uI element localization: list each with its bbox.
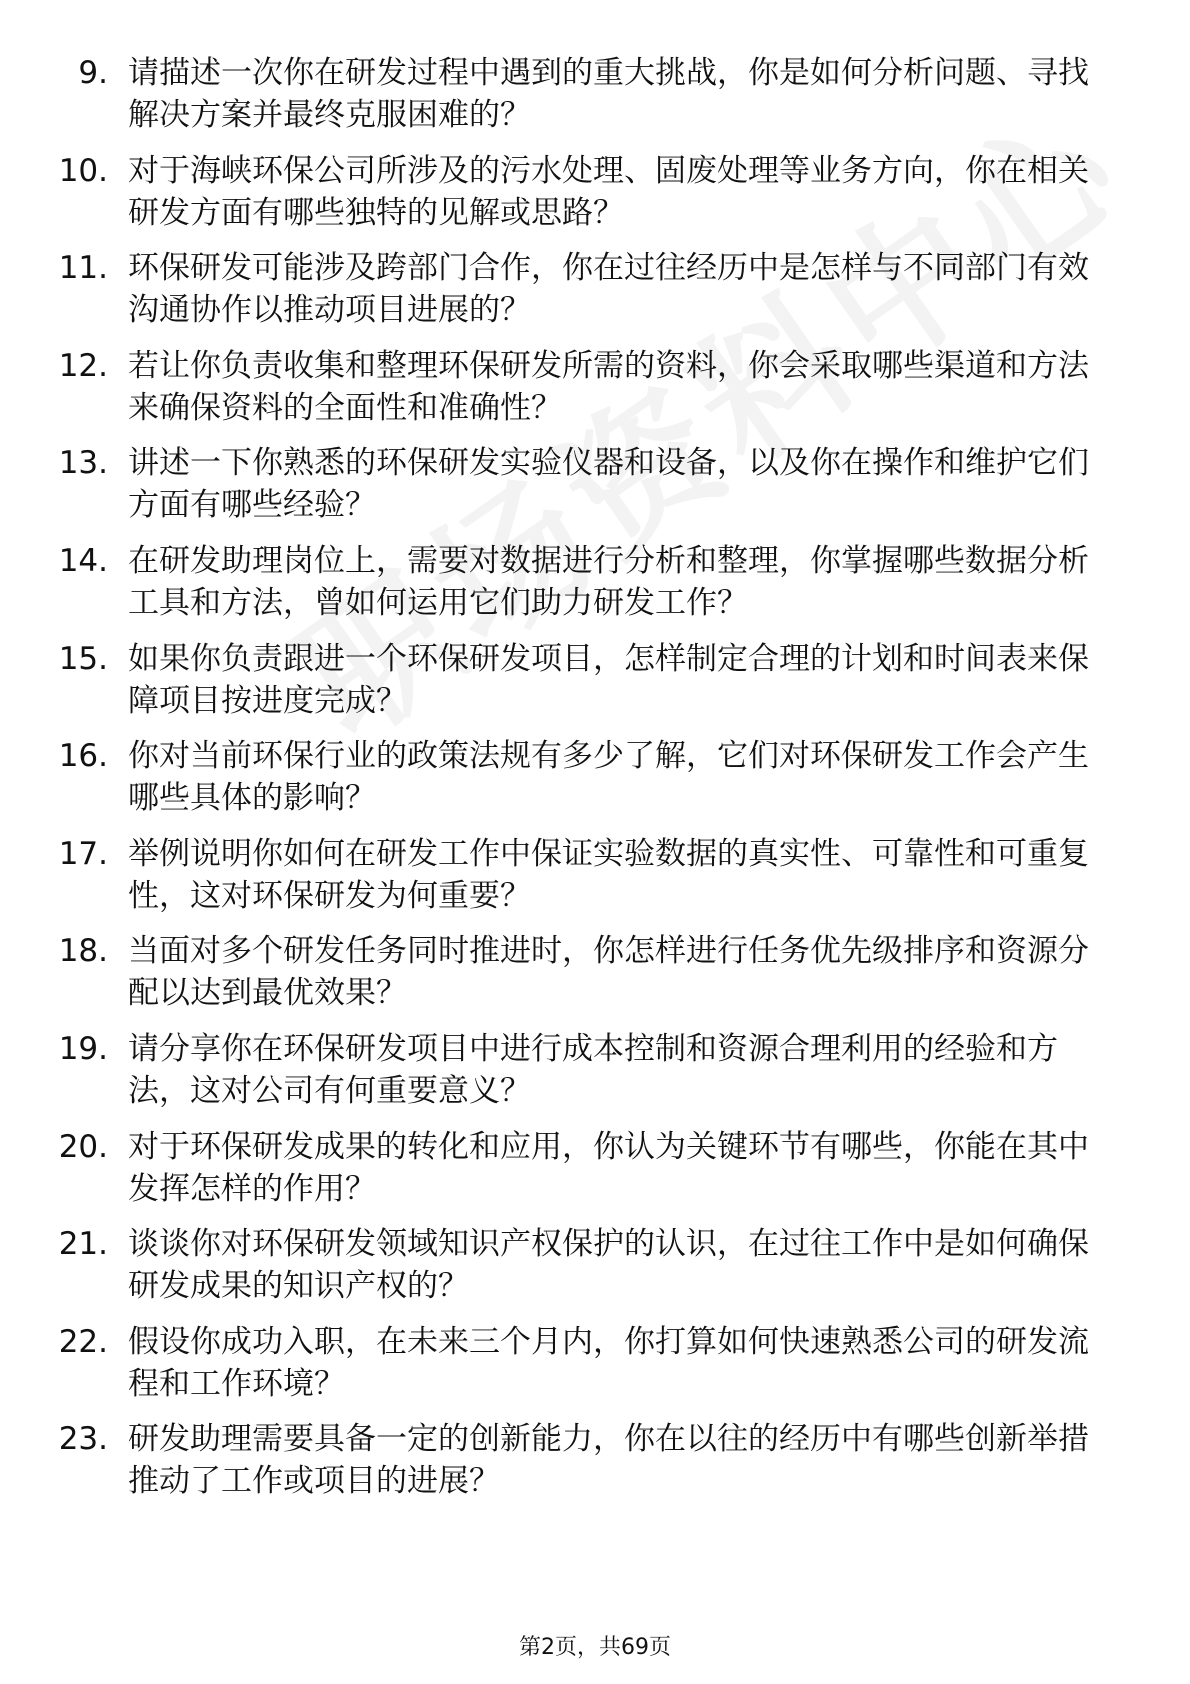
question-item xyxy=(58,150,1118,248)
question-item xyxy=(58,345,1118,443)
question-item xyxy=(58,540,1118,638)
question-number: 9. xyxy=(78,55,108,91)
question-number: 11. xyxy=(58,250,108,287)
question-text: 对于海峡环保公司所涉及的污水处理、固废处理等业务方向，你在相关研发方面有哪些独特的见解或思路？ xyxy=(128,152,1089,231)
question-item xyxy=(58,1223,1118,1321)
question-text: 请描述一次你在研发过程中遇到的重大挑战，你是如何分析问题、寻找解决方案并最终克服困难的？ xyxy=(128,55,1089,133)
question-text: 对于环保研发成果的转化和应用，你认为关键环节有哪些，你能在其中发挥怎样的作用？ xyxy=(128,1128,1089,1207)
question-number: 21. xyxy=(58,1226,108,1263)
question-text: 在研发助理岗位上，需要对数据进行分析和整理，你掌握哪些数据分析工具和方法，曾如何运用它们助力研发工作？ xyxy=(128,542,1089,621)
question-item xyxy=(58,1126,1118,1224)
question-item xyxy=(58,442,1118,540)
question-text: 你对当前环保行业的政策法规有多少了解，它们对环保研发工作会产生哪些具体的影响？ xyxy=(128,738,1089,817)
question-text: 讲述一下你熟悉的环保研发实验仪器和设备，以及你在操作和维护它们方面有哪些经验？ xyxy=(128,445,1089,524)
question-number: 20. xyxy=(58,1128,108,1165)
question-item xyxy=(58,735,1118,833)
question-number: 19. xyxy=(58,1030,108,1067)
question-number: 10. xyxy=(58,152,108,189)
question-number: 23. xyxy=(58,1421,108,1458)
question-item xyxy=(58,833,1118,931)
question-number: 12. xyxy=(58,347,108,384)
question-item xyxy=(58,930,1118,1028)
question-text: 研发助理需要具备一定的创新能力，你在以往的经历中有哪些创新举措推动了工作或项目的进展？ xyxy=(128,1421,1089,1500)
question-text: 请分享你在环保研发项目中进行成本控制和资源合理利用的经验和方法，这对公司有何重要意义？ xyxy=(128,1030,1058,1109)
question-number: 18. xyxy=(58,933,108,970)
question-item xyxy=(58,1418,1118,1516)
question-number: 16. xyxy=(58,738,108,775)
question-list xyxy=(58,52,1118,1516)
page-footer: 第2页，共69页 xyxy=(519,1635,671,1660)
question-item xyxy=(58,52,1118,150)
question-number: 15. xyxy=(58,640,108,677)
question-number: 17. xyxy=(58,835,108,872)
question-text: 假设你成功入职，在未来三个月内，你打算如何快速熟悉公司的研发流程和工作环境？ xyxy=(128,1323,1089,1402)
question-item xyxy=(58,638,1118,736)
question-text: 若让你负责收集和整理环保研发所需的资料，你会采取哪些渠道和方法来确保资料的全面性和准确性？ xyxy=(128,347,1089,426)
question-text: 当面对多个研发任务同时推进时，你怎样进行任务优先级排序和资源分配以达到最优效果？ xyxy=(128,933,1089,1012)
question-number: 22. xyxy=(58,1323,108,1360)
question-text: 谈谈你对环保研发领域知识产权保护的认识，在过往工作中是如何确保研发成果的知识产权的？ xyxy=(128,1226,1089,1305)
question-item xyxy=(58,247,1118,345)
question-item xyxy=(58,1321,1118,1419)
question-number: 14. xyxy=(58,542,108,579)
question-text: 如果你负责跟进一个环保研发项目，怎样制定合理的计划和时间表来保障项目按进度完成？ xyxy=(128,640,1089,719)
question-item xyxy=(58,1028,1118,1126)
question-text: 举例说明你如何在研发工作中保证实验数据的真实性、可靠性和可重复性，这对环保研发为何重要？ xyxy=(128,835,1089,914)
question-text: 环保研发可能涉及跨部门合作，你在过往经历中是怎样与不同部门有效沟通协作以推动项目进展的？ xyxy=(128,250,1089,329)
question-number: 13. xyxy=(58,445,108,482)
